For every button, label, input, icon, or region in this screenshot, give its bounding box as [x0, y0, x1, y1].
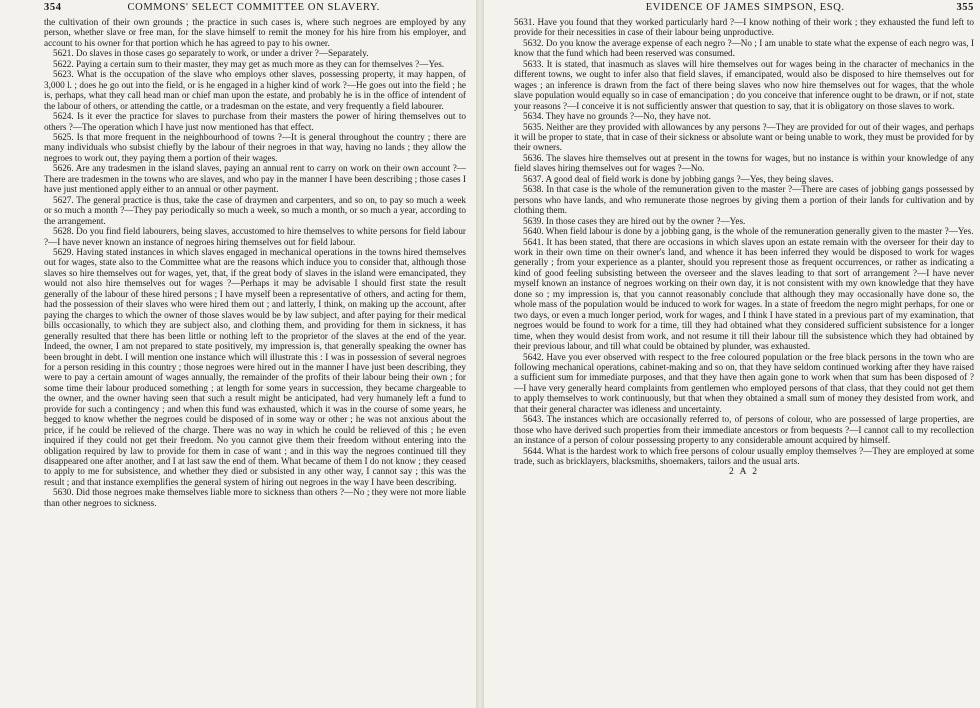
- right-page-body: [514, 17, 974, 466]
- book-gutter: [476, 0, 484, 708]
- right-paragraph: 5631. Have you found that they worked particularly hard ?—I know nothing of their work ; they exhausted the fund left to provide for their necessities in case of their labour being unproductive.: [514, 17, 974, 38]
- signature-mark: 2 A 2: [728, 467, 760, 478]
- left-running-head: COMMONS' SELECT COMMITTEE ON SLAVERY.: [127, 2, 381, 13]
- right-paragraph: 5644. What is the hardest work to which free persons of colour usually employ themselves ?—They are employed at some trade, such as bricklayers, blacksmiths, shoemakers, tailors and the usual arts.: [514, 445, 974, 467]
- left-paragraph: 5629. Having stated instances in which slaves engaged in mechanical operations in the towns hired themselves out for wages, state also to the Committee what are the reasons which induce you to consider that, although those slaves so hire themselves out for wages, yet, that, if the great body of slaves in the island were emancipated, they would not also hire themselves out for wages ?—Perhaps it may be advisable I should first state the result generally of the labour of these hired persons ; I have myself been a representative of others, and acting for them, had the possession of their slaves who were hired them out ; and latterly, I think, on making up the account, after paying the charges to which the owner of those slaves would be by law subject, and after paying for their medical bills occasionally, to which they are subject also, and clothing them, and providing for them in sickness, it has generally resulted that there has been little or nothing left to the proprietor of the slaves at the end of the year. Indeed, the owner, I am not prepared to state positively, my impression is, that generally speaking the owner has been brought in debt. I will mention one instance which will illustrate this : I was in possession of several negroes for a person residing in this country ; those negroes were hired out in the manner I have just been describing, they were to pay a certain amount of wages annually, the remainder of the profits of their labour being their own ; for some time their labour produced something ; at length for some years in succession, they became chargeable to the owner, and the owner having seen that such a result might be anticipated, had very humanely left a fund to provide for such a contingency ; and when this fund was exhausted, which it was in the course of some years, he begged to know whether the negroes could be disposed of in some way or other ; he was not anxious about the price, if he could be relieved of the charge. There was no way in which he could be relieved of this ; he even inquired if they could not get their freedom. No you cannot give them their freedom without entering into the obligation required by law to provide for them in case of want ; and in this way the negroes continued till they disappeared one after another, and I at last saw the end of them. What became of them I do not know ; they ceased to apply to me for subsistence, and whether they died or subsisted in any other way, I cannot say ; this was the result ; and that instance exemplifies the general system of hiring out negroes in the way I have been describing.: [44, 246, 466, 487]
- right-paragraph: 5634. They have no grounds ?—No, they have not.: [523, 111, 711, 122]
- left-page-number: 354: [44, 2, 62, 13]
- left-paragraph: 5621. Do slaves in those cases go separately to work, or under a driver ?—Separately.: [53, 48, 369, 59]
- left-paragraph: 5625. Is that more frequent in the neighbourhood of towns ?—It is general throughout the country ; there are many individuals who subsist chiefly by the labour of their negroes in that way, having no lands ; they allow the negroes to work out, they paying them a portion of their wages.: [44, 131, 466, 163]
- right-running-head: EVIDENCE OF JAMES SIMPSON, ESQ.: [645, 2, 845, 13]
- right-paragraph: 5641. It has been stated, that there are occasions in which slaves upon an estate remain with the overseer for their day to work in their own time on their owner's land, and whence it has been inferred they would be disposed to work for wages generally ; from your experience as a planter, should you represent those as frequent occurrences, or rather as indicating a kind of good feeling subsisting between the overseer and the slaves leading to that sort of arrangement ?—I have never myself known an instance of negroes working on their own day, it is not consistent with my own knowledge that they have done so ; my impression is, that you cannot reasonably conclude that although they may occasionally have done so, the whole mass of the population would be induced to work for wages. In a state of freedom the negro might perhaps, for one or two days, or even a much longer period, work for wages, and I think I have stated in a previous part of my examination, that negroes would be found to work for a time, till they had obtained what they considered sufficient subsistence for a longer time, when they would desist from work, and not resume it till their labour till the subsistence which they had obtained by their previous labour, and till what could be obtained by plunder, was exhausted.: [514, 236, 974, 352]
- left-paragraph: 5630. Did those negroes make themselves liable more to sickness than others ?—No ; they were not more liable than other negroes to sickness.: [44, 487, 466, 508]
- right-paragraph: 5642. Have you ever observed with respect to the free coloured population or the free black persons in the town who are following mechanical operations, cabinet-making and so on, that they have seldom continued working after they have raised a sufficient sum for immediate purposes, and that they have then again gone to work when that sum has been disposed of ?—I have very generally heard complaints from gentlemen who employed persons of that class, that they could not get them to apply themselves to work continuously, but that when they obtained a small sum of money they desisted from work, and that their general character was idleness and uncertainty.: [514, 351, 974, 414]
- left-paragraph: 5628. Do you find field labourers, being slaves, accustomed to hire themselves to white persons for field labour ?—I have never known an instance of negroes hiring themselves out for field labour.: [44, 226, 466, 247]
- left-paragraph: 5624. Is it ever the practice for slaves to purchase from their masters the power of hiring themselves out to others ?—The operation which I have just now mentioned has that effect.: [44, 111, 466, 132]
- right-paragraph: 5633. It is stated, that inasmuch as slaves will hire themselves out for wages being in the character of mechanics in the different towns, we ought to infer also that field slaves, if emancipated, would also be disposed to hire themselves out for wages ; an inference is drawn from the fact of there being slaves who now hire themselves out for wages, that the whole slave population would equally so in case of emancipation ; do you conceive that inference ought to be drawn, or if not, state your reasons ?—I conceive it is not sufficiently answer that question to say, that it is obligatory on those slaves to work.: [514, 58, 974, 111]
- right-paragraph: 5639. In those cases they are hired out by the owner ?—Yes.: [523, 215, 746, 226]
- right-paragraph: 5637. A good deal of field work is done by jobbing gangs ?—Yes, they being slaves.: [523, 173, 834, 184]
- right-paragraph: 5638. In that case is the whole of the remuneration given to the master ?—There are cases of jobbing gangs possessed by persons who have lands, and who remunerate those negroes by giving them a portion of their lands for cultivation and by clothing them.: [514, 184, 974, 216]
- right-paragraph: 5640. When field labour is done by a jobbing gang, is the whole of the remuneration generally given to the master ?—Yes.: [523, 226, 974, 237]
- left-paragraph: 5626. Are any tradesmen in the island slaves, paying an annual rent to carry on work on their own account ?—There are tradesmen in the towns who are slaves, and who pay in the manner I have been describing ; those cases I have just mentioned apply either to an annual or other payment.: [44, 163, 466, 195]
- left-page-header: [44, 2, 466, 15]
- right-paragraph: 5632. Do you know the average expense of each negro ?—No ; I am unable to state what the expense of each negro was, I know that the fund which had been reserved was consumed.: [514, 37, 974, 59]
- right-paragraph: 5636. The slaves hire themselves out at present in the towns for wages, but no instance is within your knowledge of any field slaves hiring themselves out for wages ?—No.: [514, 152, 974, 174]
- left-paragraph: 5627. The general practice is thus, take the case of draymen and carpenters, and so on, to pay so much a week or so much a month ?—They pay periodically so much a week, so much a month, or so much a year, according to the arrangement.: [44, 194, 466, 226]
- left-paragraph: the cultivation of their own grounds ; the practice in such cases is, where such negroes are employed by any person, whether slave or free man, for the slave himself to remit the money for his hire from his employer, and account to his owner for that portion which he has agreed to pay to his owner.: [44, 17, 466, 48]
- left-page: [0, 0, 476, 708]
- left-paragraph: 5622. Paying a certain sum to their master, they may get as much more as they can for themselves ?—Yes.: [53, 58, 445, 69]
- left-paragraph: 5623. What is the occupation of the slave who employs other slaves, possessing property, it may happen, of 3,000 l. ; does he go out into the field, or is he engaged in a higher kind of work ?—He goes out into the field ; he is, perhaps, what they call head man or chief man upon the estate, and probably he is in the office of intendent of the labour of others, or attending the cattle, or a tradesman on the estate, and very frequently a field labourer.: [44, 69, 466, 111]
- left-page-body: [44, 17, 466, 508]
- right-paragraph: 5643. The instances which are occasionally referred to, of persons of colour, who are possessed of large properties, are those who have derived such properties from their immediate ancestors or from bequests ?—I cannot call to my recollection an instance of a person of colour possessing property to any considerable amount acquired by himself.: [514, 414, 974, 446]
- right-page: [484, 0, 980, 708]
- right-paragraph: 5635. Neither are they provided with allowances by any persons ?—They are provided for out of their wages, and perhaps it will be proper to state, that in case of their sickness or absolute want or being unable to work, they must be provided for by their owners.: [514, 121, 974, 153]
- right-page-number: 355: [956, 2, 974, 13]
- right-page-header: [514, 2, 974, 15]
